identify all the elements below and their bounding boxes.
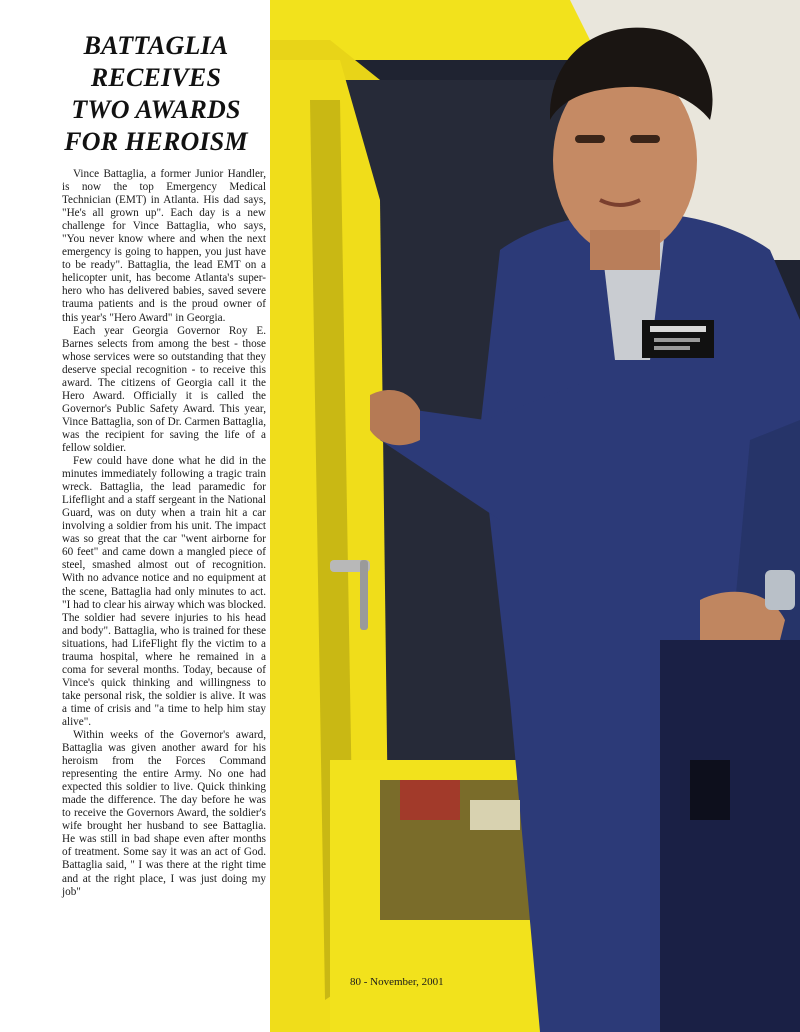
- page-footer: 80 - November, 2001: [350, 976, 444, 988]
- headline-line: BATTAGLIA: [83, 31, 229, 60]
- article-paragraph: Few could have done what he did in the minutes immediately following a tragic train wreck. Battaglia, the lead paramedic for Lifeflight and a staff sergeant in the National Guard, was on duty when a train hit a car involving a soldier from his unit. The impact was so great that the car "went airborne for 60 feet" and came down a mangled piece of steel, smashed almost out of recognition. With no advance notice and no equipment at the scene, Battaglia had only minutes to act. "I had to clear his airway which was blocked. The soldier had severe injuries to his head and body". Battaglia, who is trained for these situations, had LifeFlight fly the victim to a trauma hospital, where he remained in a coma for several months. Today, because of Vince's quick thinking and willingness to take personal risk, the soldier is alive. It was a time of crisis and "a time to help him stay alive".: [62, 455, 266, 728]
- headline-line: FOR HEROISM: [64, 127, 248, 156]
- headline-line: RECEIVES: [90, 63, 222, 92]
- headline-line: TWO AWARDS: [71, 95, 241, 124]
- article-paragraph: Within weeks of the Governor's award, Battaglia was given another award for his heroism from the Forces Command representing the entire Army. No one had expected this soldier to live. Quick thinking made the difference. The day before he was to receive the Governors Award, the soldier's wife brought her husband to see Battaglia. He was still in bad shape even after months of treatment. Some say it was an act of God. Battaglia said, " I was there at the right time and at the right place, I was just doing my job": [62, 729, 266, 898]
- article-paragraph: Vince Battaglia, a former Junior Handler, is now the top Emergency Medical Technician (EMT) in Atlanta. His dad says, "He's all grown up". Each day is a new challenge for Vince Battaglia, who says, "You never know where and when the next emergency is going to happen, you just have to be ready". Battaglia, the lead EMT on a helicopter unit, has become Atlanta's super-hero who has delivered babies, saved severe trauma patients and is the proud owner of this year's "Hero Award" in Georgia.: [62, 168, 266, 324]
- headline: [40, 30, 272, 158]
- article-column: [0, 0, 272, 1032]
- article-body: [62, 168, 266, 899]
- article-paragraph: Each year Georgia Governor Roy E. Barnes selects from among the best - those whose services were so outstanding that they deserve special recognition - to receive this award. The citizens of Georgia call it the Hero Award. Officially it is called the Governor's Public Safety Award. This year, Vince Battaglia, son of Dr. Carmen Battaglia, was the recipient for saving the life of a fellow soldier.: [62, 324, 266, 454]
- photo-man-in-helicopter: [270, 0, 800, 1032]
- photo-illustration: [270, 0, 800, 1032]
